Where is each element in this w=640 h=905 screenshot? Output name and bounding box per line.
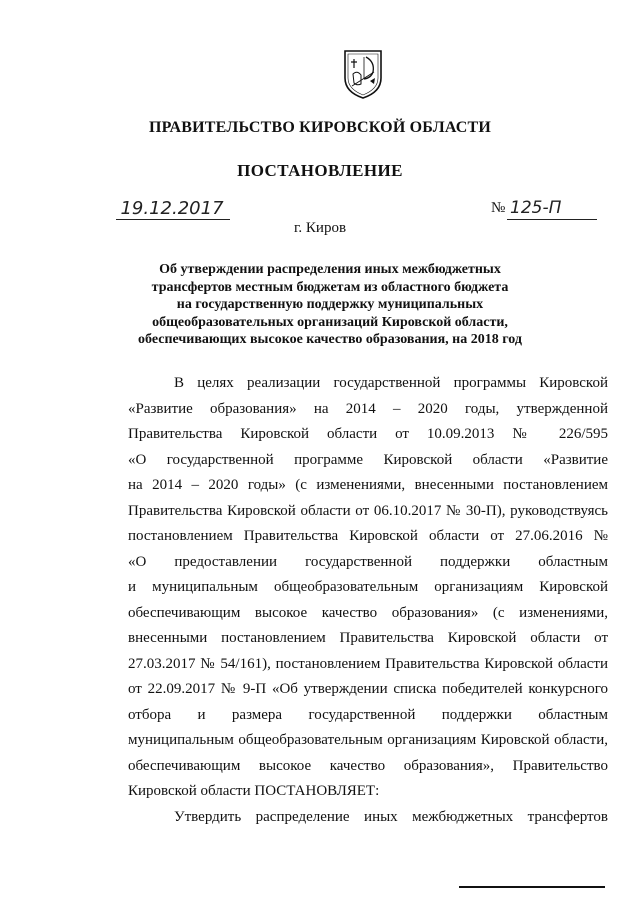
body-line: обеспечивающим высокое качество образования» (с изменениями, [128,604,608,621]
footer-rule [459,886,605,888]
body-line: 27.03.2017 № 54/161), постановлением Правительства Кировской области [128,655,608,672]
title-line: на государственную поддержку муниципальных [176,297,484,312]
document-number: 125-П [510,198,562,218]
document-type: ПОСТАНОВЛЕНИЕ [237,161,403,180]
title-line: общеобразовательных организаций Кировской области, [152,314,508,330]
body-line: В целях реализации государственной программы Кировской [174,375,608,391]
body-line: «О государственной программе Кировской области «Развитие [128,451,608,468]
title-line: Об утверждении распределения иных межбюджетных [159,262,501,277]
document-date: 19.12.2017 [120,198,224,219]
body-line: постановлением Правительства Кировской области от 27.06.2016 № [128,528,608,544]
title-line: обеспечивающих высокое качество образования, на 2018 год [138,332,522,347]
body-line: Утвердить распределение иных межбюджетных трансфертов [174,808,608,825]
title-line: трансфертов местным бюджетам из областного бюджета [151,279,509,295]
body-line: отбора и размера государственной поддержки областным [128,706,608,723]
body-line: Правительства Кировской области от 06.10.2017 № 30-П), руководствуясь [128,502,608,519]
body-line: внесенными постановлением Правительства Кировской области от [128,630,608,646]
body-line: обеспечивающим высокое качество образования», Правительство [128,757,608,774]
kirov-oblast-coat-of-arms-icon [342,48,384,100]
body-line: «О предоставлении государственной поддержки областным [128,553,608,570]
body-line: «Развитие образования» на 2014 – 2020 годы, утвержденной [128,400,608,417]
body-line: муниципальным общеобразовательным организациям Кировской области, [128,732,608,748]
number-sign: № [491,200,506,216]
body-line: Правительства Кировской области от 10.09.2013 № 226/595 [128,426,608,442]
government-name: ПРАВИТЕЛЬСТВО КИРОВСКОЙ ОБЛАСТИ [148,119,492,136]
document-title [120,261,540,349]
body-line: Кировской области ПОСТАНОВЛЯЕТ: [128,783,380,799]
body-line: на 2014 – 2020 годы» (с изменениями, внесенными постановлением [128,477,608,493]
document-body [128,371,608,830]
city: г. Киров [293,220,347,236]
body-line: и муниципальным общеобразовательным организациям Кировской [128,579,608,595]
body-line: от 22.09.2017 № 9-П «Об утверждении списка победителей конкурсного [128,681,608,697]
